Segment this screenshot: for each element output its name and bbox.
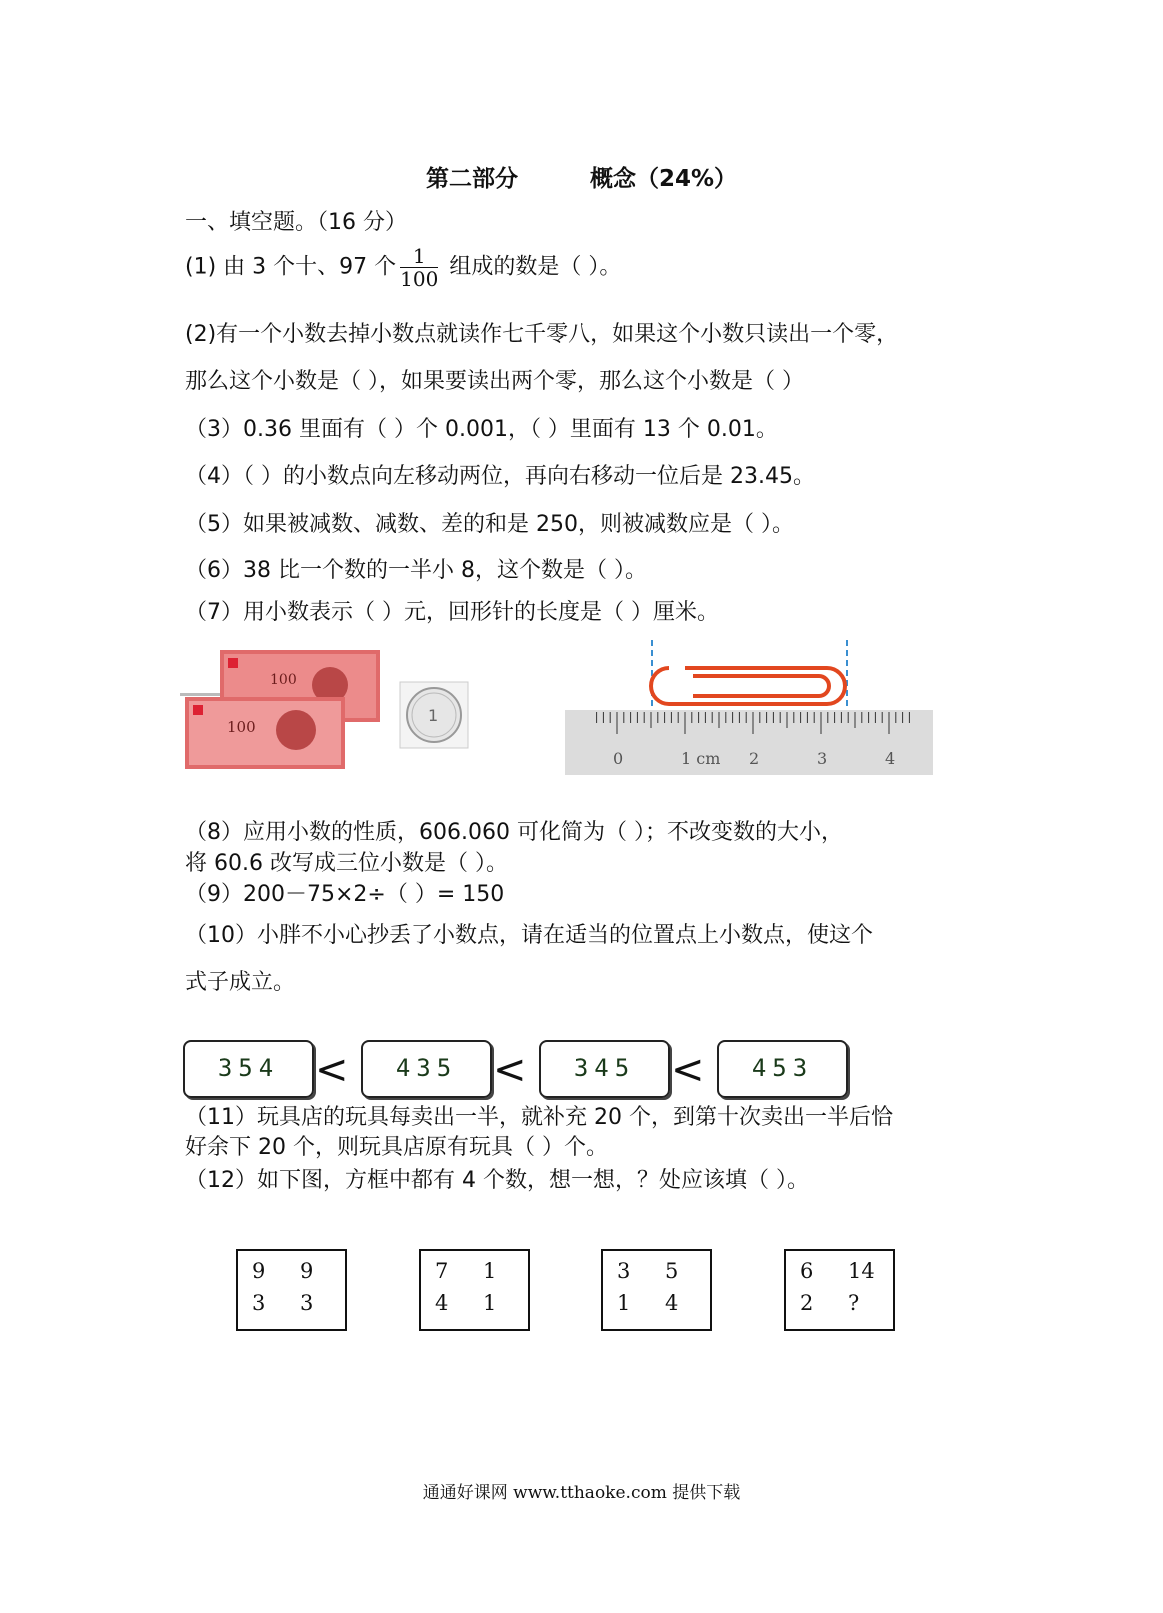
less-than-symbol: < bbox=[315, 1047, 349, 1093]
fraction-denominator: 100 bbox=[400, 267, 439, 291]
question-8-line1: （8）应用小数的性质，606.060 可化简为（ ）；不改变数的大小， bbox=[185, 820, 843, 845]
section-heading: 一、填空题。（16 分） bbox=[185, 210, 407, 235]
grid-cell: 4 bbox=[665, 1291, 679, 1315]
banknote-front bbox=[185, 697, 345, 769]
banknote-value: 100 bbox=[270, 672, 297, 688]
grid-cell: 1 bbox=[617, 1291, 631, 1315]
number-grid bbox=[784, 1249, 895, 1331]
grid-cell: 6 bbox=[800, 1259, 814, 1283]
grid-cell: ? bbox=[848, 1291, 860, 1315]
ruler-label: 3 bbox=[817, 749, 828, 768]
grid-cell: 9 bbox=[300, 1259, 314, 1283]
money-illustration bbox=[180, 650, 480, 780]
less-than-symbol: < bbox=[493, 1047, 527, 1093]
number-box: 345 bbox=[539, 1040, 670, 1098]
question-11-line1: （11）玩具店的玩具每卖出一半，就补充 20 个，到第十次卖出一半后恰 bbox=[185, 1105, 893, 1130]
number-grid bbox=[601, 1249, 712, 1331]
grid-cell: 1 bbox=[483, 1259, 497, 1283]
question-7: （7）用小数表示（ ）元，回形针的长度是（ ）厘米。 bbox=[185, 600, 719, 625]
question-10-line2: 式子成立。 bbox=[185, 970, 296, 995]
concept-label: 概念（24%） bbox=[589, 166, 738, 192]
q1-text-after: 组成的数是（ ）。 bbox=[442, 254, 622, 280]
question-5: （5）如果被减数、减数、差的和是 250，则被减数应是（ ）。 bbox=[185, 512, 794, 537]
question-3: （3）0.36 里面有（ ）个 0.001，（ ）里面有 13 个 0.01。 bbox=[185, 417, 778, 442]
question-8-line2: 将 60.6 改写成三位小数是（ ）。 bbox=[185, 851, 508, 876]
question-9: （9）200－75×2÷（ ）= 150 bbox=[185, 882, 505, 907]
question-2-line2: 那么这个小数是（ ），如果要读出两个零，那么这个小数是（ ） bbox=[185, 369, 804, 394]
page-title bbox=[0, 160, 1163, 193]
number-grid bbox=[236, 1249, 347, 1331]
number-grid bbox=[419, 1249, 530, 1331]
grid-cell: 14 bbox=[848, 1259, 875, 1283]
number-box: 435 bbox=[361, 1040, 492, 1098]
grid-cell: 5 bbox=[665, 1259, 679, 1283]
grid-cell: 4 bbox=[435, 1291, 449, 1315]
grid-cell: 7 bbox=[435, 1259, 449, 1283]
fraction-numerator: 1 bbox=[400, 245, 438, 268]
footer-text: 通通好课网 www.tthaoke.com 提供下载 bbox=[422, 1483, 741, 1503]
ruler-label: 4 bbox=[885, 749, 896, 768]
less-than-symbol: < bbox=[671, 1047, 705, 1093]
question-1 bbox=[185, 245, 621, 290]
grid-cell: 2 bbox=[800, 1291, 814, 1315]
grid-cell: 3 bbox=[617, 1259, 631, 1283]
grid-cell: 9 bbox=[252, 1259, 266, 1283]
q1-text-before: (1) 由 3 个十、97 个 bbox=[185, 254, 397, 280]
grid-cell: 3 bbox=[300, 1291, 314, 1315]
grid-cell: 1 bbox=[483, 1291, 497, 1315]
fraction bbox=[400, 245, 438, 290]
question-2-line1: (2)有一个小数去掉小数点就读作七千零八，如果这个小数只读出一个零， bbox=[185, 322, 899, 347]
ruler-label: 1 cm bbox=[681, 749, 721, 768]
question-4: （4）（ ）的小数点向左移动两位，再向右移动一位后是 23.45。 bbox=[185, 464, 815, 489]
grid-cell: 3 bbox=[252, 1291, 266, 1315]
number-box: 354 bbox=[183, 1040, 314, 1098]
question-11-line2: 好余下 20 个，则玩具店原有玩具（ ）个。 bbox=[185, 1135, 608, 1160]
part-label: 第二部分 bbox=[425, 166, 518, 192]
ruler-label: 2 bbox=[749, 749, 760, 768]
ruler-illustration bbox=[565, 640, 935, 780]
paperclip bbox=[651, 668, 845, 704]
ruler-label: 0 bbox=[613, 749, 624, 768]
question-6: （6）38 比一个数的一半小 8，这个数是（ ）。 bbox=[185, 558, 647, 583]
banknote-value: 100 bbox=[227, 718, 256, 736]
coin-value: 1 bbox=[428, 706, 439, 725]
question-12: （12）如下图，方框中都有 4 个数，想一想，？处应该填（ ）。 bbox=[185, 1168, 809, 1193]
coin bbox=[400, 682, 468, 748]
question-10-line1: （10）小胖不小心抄丢了小数点，请在适当的位置点上小数点，使这个 bbox=[185, 923, 873, 948]
number-box: 453 bbox=[717, 1040, 848, 1098]
